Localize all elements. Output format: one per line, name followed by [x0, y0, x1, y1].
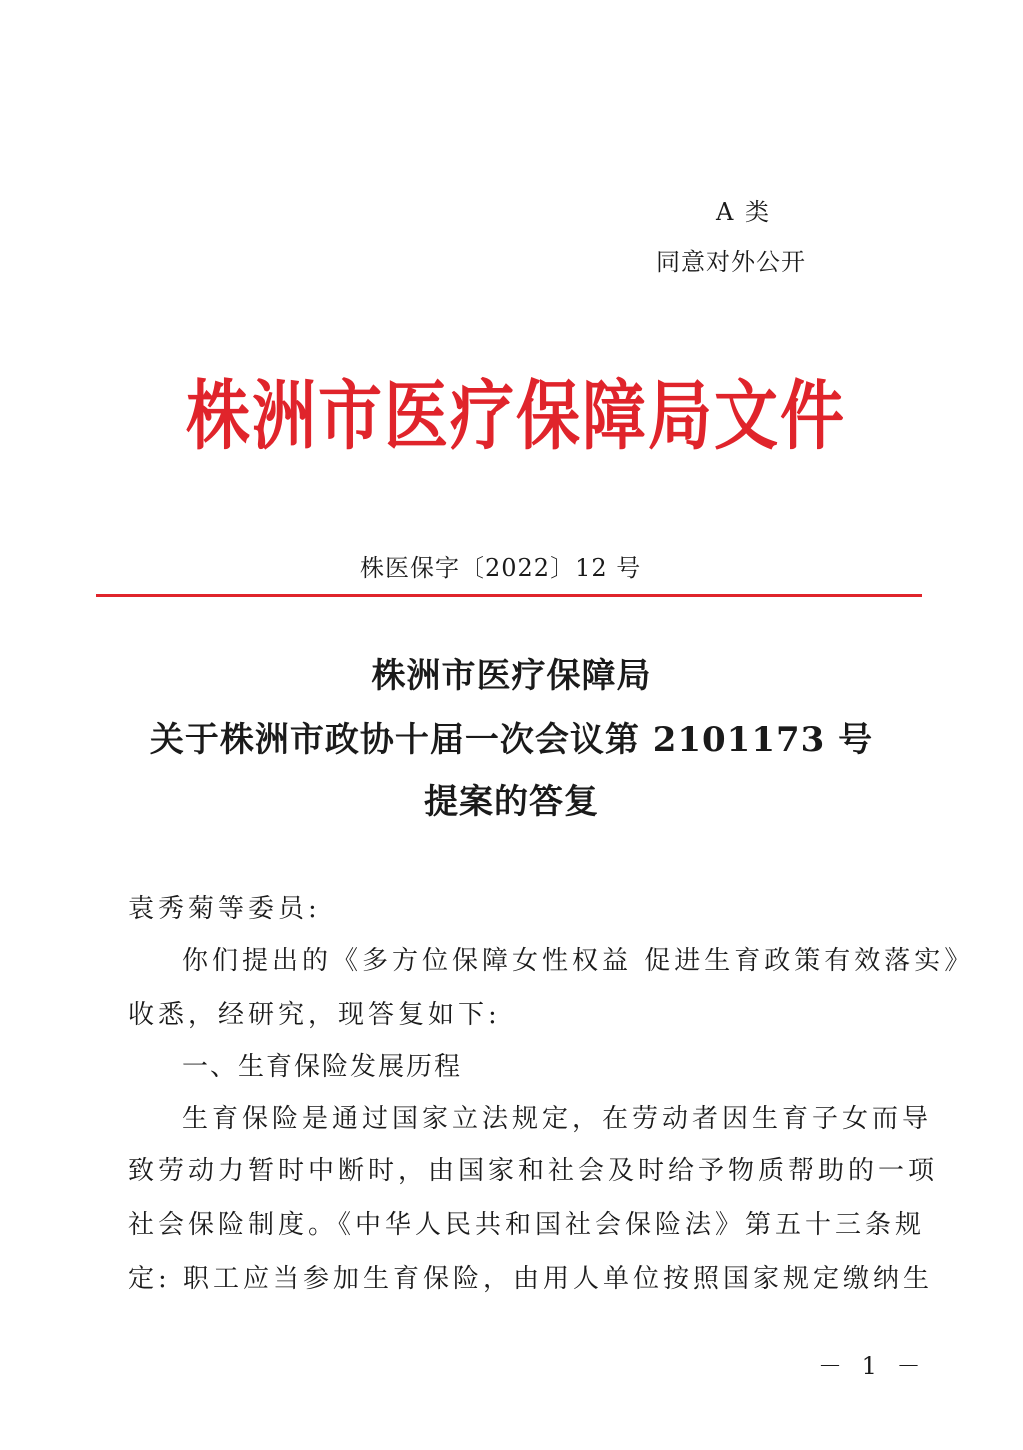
document-number: 株医保字〔2022〕12 号: [360, 554, 642, 582]
masthead-divider: [96, 594, 922, 597]
section-heading-1: 一、生育保险发展历程: [182, 1052, 463, 1082]
body-paragraph-1-line-1: 你们提出的《多方位保障女性权益 促进生育政策有效落实》: [182, 946, 975, 976]
body-paragraph-2-line-2: 致劳动力暂时中断时，由国家和社会及时给予物质帮助的一项: [128, 1156, 939, 1186]
document-category: A 类: [716, 198, 771, 226]
document-title-line-2: 关于株洲市政协十届一次会议第 2101173 号: [149, 720, 874, 760]
body-paragraph-2-line-4: 定: 职工应当参加生育保险，由用人单位按照国家规定缴纳生: [128, 1264, 934, 1294]
document-title-line-3: 提案的答复: [424, 782, 599, 822]
disclosure-status: 同意对外公开: [656, 248, 806, 276]
document-masthead: 株洲市医疗保障局文件: [186, 373, 846, 462]
body-paragraph-1-line-2: 收悉，经研究，现答复如下:: [128, 1000, 501, 1030]
document-title-line-1: 株洲市医疗保障局: [371, 656, 652, 696]
body-paragraph-2-line-3: 社会保险制度。《中华人民共和国社会保险法》第五十三条规: [128, 1210, 926, 1240]
salutation: 袁秀菊等委员:: [128, 894, 321, 924]
body-paragraph-2-line-1: 生育保险是通过国家立法规定，在劳动者因生育子女而导: [182, 1104, 933, 1134]
page-number: － 1 －: [818, 1352, 927, 1380]
